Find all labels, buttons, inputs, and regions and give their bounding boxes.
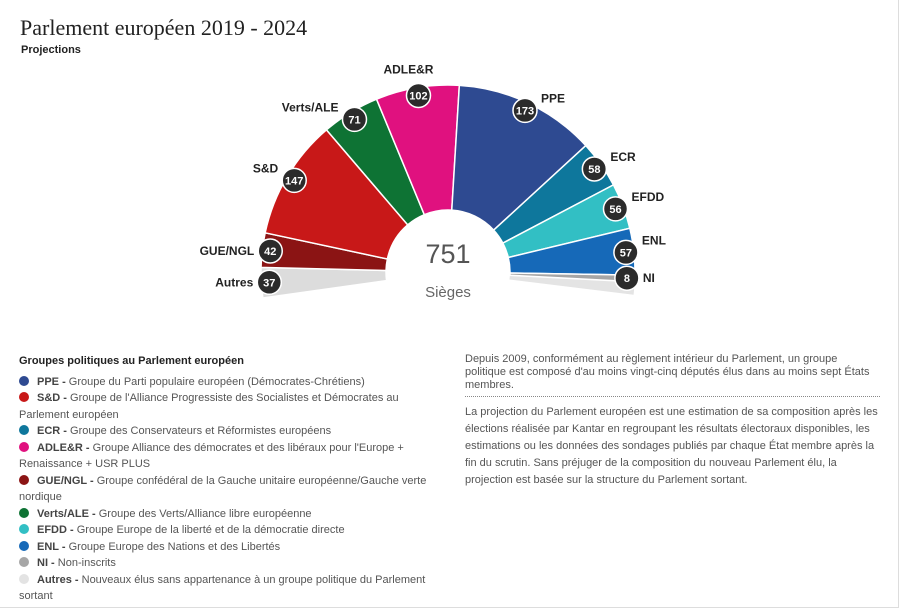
legend-item <box>19 522 449 539</box>
party-label: PPE <box>540 91 566 106</box>
party-label: S&D <box>252 161 279 176</box>
legend-color-dot <box>19 557 29 567</box>
legend-color-dot <box>19 574 29 584</box>
legend-color-dot <box>19 442 29 452</box>
seat-count: 71 <box>348 114 361 127</box>
seat-count: 58 <box>588 163 601 176</box>
legend-desc: Groupe des Conservateurs et Réformistes européens <box>70 425 332 437</box>
notes <box>465 353 880 489</box>
legend-color-dot <box>19 376 29 386</box>
note-rule: Depuis 2009, conformément au règlement intérieur du Parlement, un groupe politique est composé d'au moins vingt-cinq députés élus dans au moins sept États membres. <box>465 353 880 397</box>
legend-color-dot <box>19 392 29 402</box>
party-label: Verts/ALE <box>281 100 339 115</box>
legend-color-dot <box>19 541 29 551</box>
seat-count: 57 <box>619 247 633 260</box>
seat-count: 56 <box>609 203 622 216</box>
legend-abbr: GUE/NGL - <box>37 474 94 487</box>
page-subtitle: Projections <box>21 44 81 56</box>
legend-abbr: PPE - <box>37 375 66 388</box>
party-label: Autres <box>215 275 254 290</box>
legend-item <box>19 440 449 473</box>
total-seats: 751 <box>425 239 471 269</box>
legend-desc: Groupe Alliance des démocrates et des libéraux pour l'Europe + Renaissance + USR PLUS <box>19 441 404 470</box>
legend-abbr: Autres - <box>37 573 79 586</box>
party-label: ADLE&R <box>383 62 434 77</box>
seat-count: 8 <box>623 273 630 286</box>
party-label: NI <box>642 271 655 286</box>
legend-color-dot <box>19 425 29 435</box>
party-label: EFDD <box>631 189 665 204</box>
legend-item <box>19 374 449 391</box>
legend-desc: Nouveaux élus sans appartenance à un groupe politique du Parlement sortant <box>19 573 426 602</box>
legend-item <box>19 572 449 605</box>
legend-color-dot <box>19 508 29 518</box>
legend-item <box>19 473 449 506</box>
seat-count: 37 <box>263 277 276 290</box>
legend-desc: Groupe de l'Alliance Progressiste des Socialistes et Démocrates au Parlement européen <box>19 392 399 421</box>
legend-abbr: EFDD - <box>37 524 74 536</box>
legend-abbr: S&D - <box>37 392 67 404</box>
legend-item <box>19 539 449 556</box>
legend-abbr: ENL - <box>37 540 66 553</box>
party-label: ENL <box>641 233 666 248</box>
legend-desc: Non-inscrits <box>57 557 116 569</box>
total-seats-label: Sièges <box>425 284 471 301</box>
legend-item <box>19 390 449 423</box>
legend-abbr: Verts/ALE - <box>37 507 96 520</box>
legend-desc: Groupe Europe de la liberté et de la démocratie directe <box>76 524 345 536</box>
legend-abbr: ECR - <box>37 425 67 437</box>
legend-item <box>19 555 449 572</box>
legend-desc: Groupe du Parti populaire européen (Démocrates-Chrétiens) <box>68 375 365 388</box>
seat-count: 173 <box>515 105 535 118</box>
legend-abbr: ADLE&R - <box>37 441 90 454</box>
seat-count: 147 <box>285 175 304 188</box>
legend-item <box>19 506 449 523</box>
page-title: Parlement européen 2019 - 2024 <box>20 15 308 40</box>
legend-abbr: NI - <box>37 557 55 569</box>
legend-desc: Groupe confédéral de la Gauche unitaire européenne/Gauche verte nordique <box>19 474 427 503</box>
legend-color-dot <box>19 524 29 534</box>
legend-item <box>19 423 449 440</box>
note-method: La projection du Parlement européen est une estimation de sa composition après les élections réalisée par Kantar en regroupant les résultats électoraux disponibles, les estimations ou les données des sondages publiés par chaque État membre après la fin du scrutin. Sans préjuger de la composition du nouveau Parlement élu, la projection est basée sur la structure du Parlement sortant. <box>465 406 878 486</box>
seat-count: 42 <box>264 245 277 258</box>
legend-desc: Groupe des Verts/Alliance libre européenne <box>98 507 312 520</box>
legend <box>19 353 449 605</box>
legend-title: Groupes politiques au Parlement européen <box>19 355 244 367</box>
party-label: GUE/NGL <box>199 243 255 258</box>
party-label: ECR <box>610 149 636 164</box>
seat-count: 102 <box>409 90 428 103</box>
legend-desc: Groupe Europe des Nations et des Libertés <box>68 540 281 553</box>
legend-color-dot <box>19 475 29 485</box>
